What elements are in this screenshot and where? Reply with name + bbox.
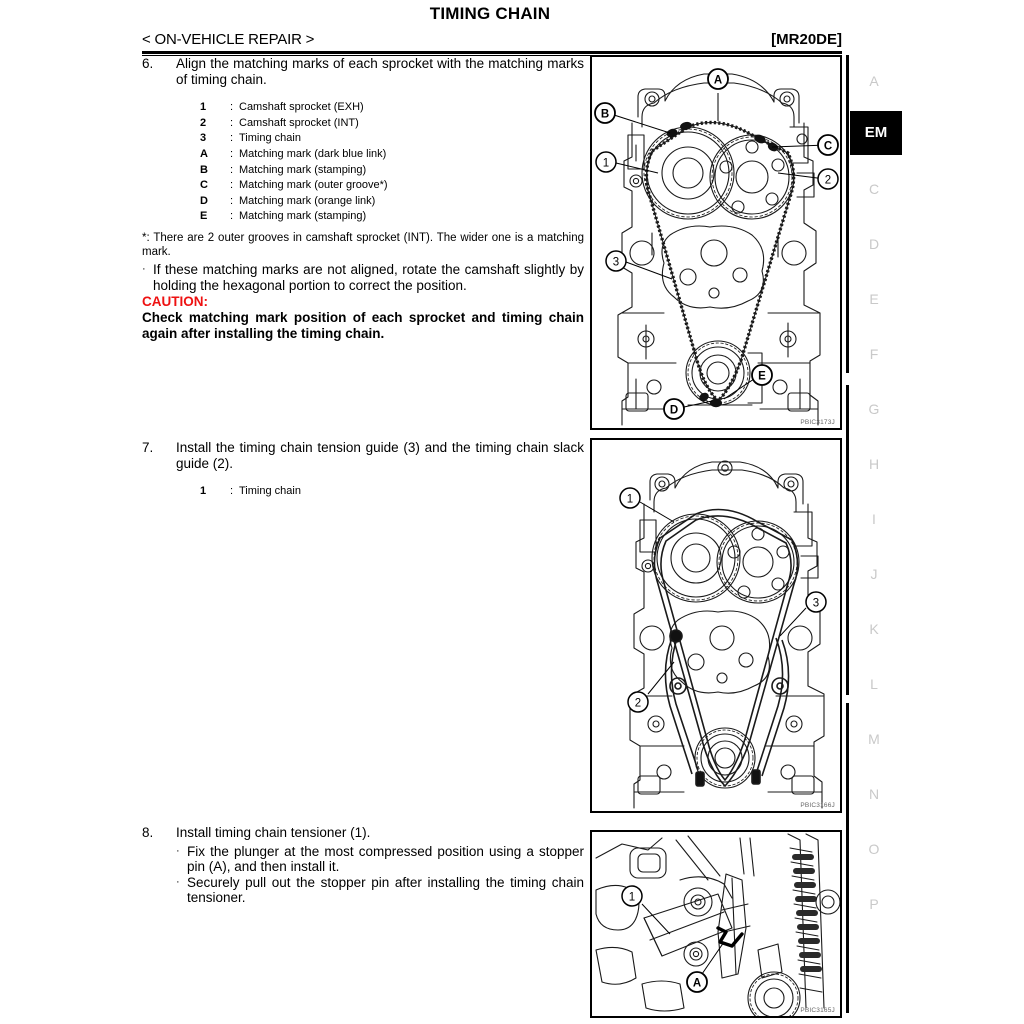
legend-item xyxy=(200,194,584,210)
index-tab-h[interactable]: H xyxy=(868,456,880,472)
step-6 xyxy=(142,56,584,342)
legend-item xyxy=(200,163,584,179)
bullet-item xyxy=(142,262,584,293)
figure-timing-chain-matching-marks xyxy=(590,55,842,430)
svg-text:3: 3 xyxy=(612,256,620,269)
svg-text:A: A xyxy=(692,977,702,990)
index-tab-column xyxy=(846,55,906,1015)
step-7-legend xyxy=(200,484,584,500)
legend-key: 1 xyxy=(200,101,207,114)
legend-value: Matching mark (outer groove*) xyxy=(239,179,388,192)
index-tab-g[interactable]: G xyxy=(868,401,880,417)
legend-item xyxy=(200,147,584,163)
legend-separator: : xyxy=(230,132,234,145)
bullet-text: Securely pull out the stopper pin after installing the timing chain tensioner. xyxy=(187,874,584,906)
figure-timing-chain-tensioner xyxy=(590,830,842,1018)
index-tab-e[interactable]: E xyxy=(869,291,879,307)
step-6-footnote: *: There are 2 outer grooves in camshaft sprocket (INT). The wider one is a matching mark. xyxy=(142,231,584,258)
index-tab-a[interactable]: A xyxy=(869,73,879,89)
caution-label: CAUTION: xyxy=(142,294,208,310)
figure-2-code: PBIC3166J xyxy=(800,802,835,809)
index-tab-k[interactable]: K xyxy=(869,621,879,637)
bullet-dot-icon: · xyxy=(176,844,180,857)
callout-3 xyxy=(780,592,826,636)
legend-separator: : xyxy=(230,194,234,207)
figure-3-callouts xyxy=(622,886,724,992)
legend-value: Camshaft sprocket (EXH) xyxy=(239,101,364,114)
legend-value: Timing chain xyxy=(239,132,301,145)
legend-key: 2 xyxy=(200,116,207,129)
svg-text:3: 3 xyxy=(812,597,820,610)
legend-item xyxy=(200,116,584,132)
index-tab-m[interactable]: M xyxy=(868,731,880,747)
svg-text:1: 1 xyxy=(626,493,634,506)
legend-separator: : xyxy=(230,210,234,223)
legend-item xyxy=(200,209,584,225)
legend-separator: : xyxy=(230,101,234,114)
index-tab-j[interactable]: J xyxy=(870,566,878,582)
step-6-number: 6. xyxy=(142,56,154,71)
svg-text:1: 1 xyxy=(602,157,610,170)
svg-text:B: B xyxy=(600,108,610,121)
index-rail-segment-2 xyxy=(846,385,849,695)
legend-separator: : xyxy=(230,485,234,498)
figure-3-drawing xyxy=(592,832,840,1016)
legend-value: Matching mark (orange link) xyxy=(239,194,376,207)
step-6-text: Align the matching marks of each sprocket with the matching marks of timing chain. xyxy=(176,56,584,87)
step-6-bullets xyxy=(142,262,584,293)
bullet-dot-icon: · xyxy=(142,262,146,275)
callout-C xyxy=(772,135,838,155)
step-6-legend xyxy=(200,100,584,225)
legend-item xyxy=(200,131,584,147)
step-8-number: 8. xyxy=(142,825,154,840)
legend-separator: : xyxy=(230,116,234,129)
step-7-text: Install the timing chain tension guide (3) and the timing chain slack guide (2). xyxy=(176,440,584,471)
timing-chain-path xyxy=(654,510,797,787)
legend-value: Matching mark (stamping) xyxy=(239,210,367,223)
legend-value: Matching mark (stamping) xyxy=(239,163,367,176)
legend-item xyxy=(200,178,584,194)
callout-1 xyxy=(620,488,674,522)
legend-key: B xyxy=(200,163,208,176)
figure-timing-chain-guides xyxy=(590,438,842,813)
index-tab-n[interactable]: N xyxy=(868,786,880,802)
figure-2-drawing xyxy=(592,440,840,811)
bullet-dot-icon: · xyxy=(176,875,180,888)
callout-2 xyxy=(628,662,674,712)
step-8-bullets xyxy=(176,844,584,906)
svg-text:D: D xyxy=(669,404,679,417)
svg-text:C: C xyxy=(823,140,833,153)
svg-text:1: 1 xyxy=(628,891,636,904)
index-tab-c[interactable]: C xyxy=(868,181,880,197)
legend-value: Matching mark (dark blue link) xyxy=(239,147,387,160)
legend-key: 1 xyxy=(200,485,207,498)
index-tab-d[interactable]: D xyxy=(868,236,880,252)
callout-A xyxy=(708,69,728,121)
step-7-number: 7. xyxy=(142,440,154,455)
legend-item xyxy=(200,100,584,116)
legend-key: D xyxy=(200,194,208,207)
legend-separator: : xyxy=(230,163,234,176)
index-tab-l[interactable]: L xyxy=(870,676,878,692)
index-tab-i[interactable]: I xyxy=(872,511,876,527)
svg-text:E: E xyxy=(758,370,766,383)
bullet-item xyxy=(176,875,584,906)
step-7 xyxy=(142,440,584,500)
legend-value: Timing chain xyxy=(239,485,301,498)
figure-3-code: PBIC3165J xyxy=(800,1007,835,1014)
legend-item xyxy=(200,484,584,500)
bullet-text: If these matching marks are not aligned, rotate the camshaft slightly by holding the hexagonal portion to correct the position. xyxy=(153,261,584,293)
index-rail-segment-1 xyxy=(846,55,849,373)
caution-body: Check matching mark position of each sprocket and timing chain again after installing the timing chain. xyxy=(142,310,584,341)
index-tab-o[interactable]: O xyxy=(868,841,880,857)
legend-key: E xyxy=(200,210,208,223)
figure-1-drawing xyxy=(592,57,840,428)
step-8 xyxy=(142,825,584,906)
page-title: TIMING CHAIN xyxy=(429,4,551,23)
figure-2-callouts xyxy=(620,488,826,712)
svg-text:2: 2 xyxy=(824,174,832,187)
engine-code-badge: [MR20DE] xyxy=(771,31,842,48)
legend-separator: : xyxy=(230,179,234,192)
legend-value: Camshaft sprocket (INT) xyxy=(239,116,359,129)
index-tab-em[interactable]: EM xyxy=(850,111,902,155)
header-rule-thick xyxy=(142,51,842,54)
svg-text:2: 2 xyxy=(634,697,642,710)
legend-key: C xyxy=(200,179,208,192)
index-tab-f[interactable]: F xyxy=(869,346,879,362)
svg-text:A: A xyxy=(713,74,723,87)
callout-2 xyxy=(778,169,838,189)
step-8-text: Install timing chain tensioner (1). xyxy=(176,825,371,840)
index-tab-p[interactable]: P xyxy=(869,896,879,912)
figure-1-code: PBIC3173J xyxy=(800,419,835,426)
legend-separator: : xyxy=(230,147,234,160)
legend-key: A xyxy=(200,147,208,160)
section-label: < ON-VEHICLE REPAIR > xyxy=(142,31,315,48)
bullet-item xyxy=(176,844,584,875)
index-rail-segment-3 xyxy=(846,703,849,1013)
bullet-text: Fix the plunger at the most compressed position using a stopper pin (A), and then install it. xyxy=(187,843,584,875)
legend-key: 3 xyxy=(200,132,207,145)
